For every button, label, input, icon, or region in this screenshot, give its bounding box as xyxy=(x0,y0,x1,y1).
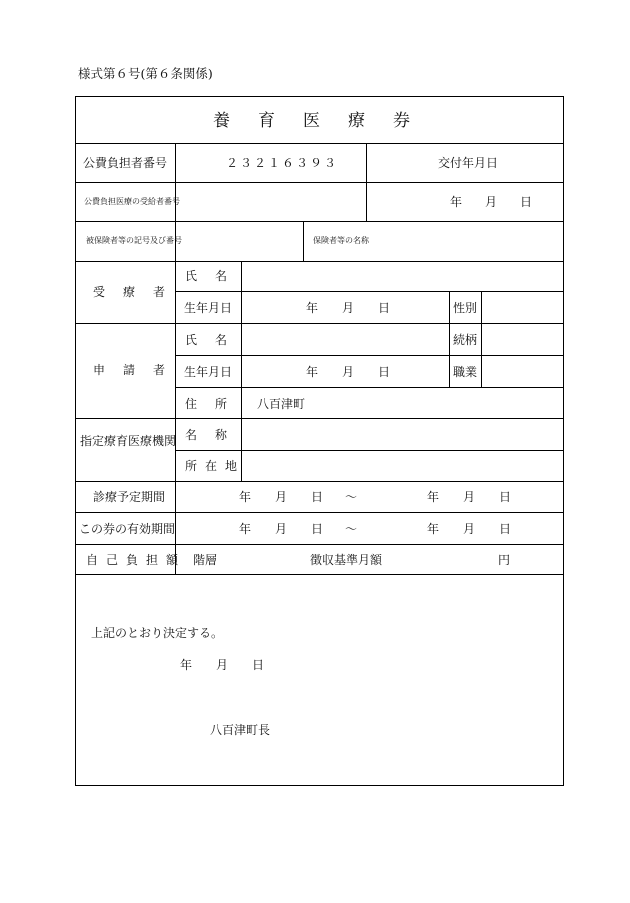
insurer-name-label: 保険者等の名称 xyxy=(313,236,369,245)
validity-tilde: ～ xyxy=(345,522,358,536)
patient-birth-month: 月 xyxy=(342,301,355,315)
patient-birth-day: 日 xyxy=(378,301,391,315)
mayor-signature: 八百津町長 xyxy=(210,723,271,737)
self-pay-label: 自己負担額 xyxy=(86,553,187,567)
applicant-address-label: 住所 xyxy=(185,397,246,411)
treatment-tilde: ～ xyxy=(345,490,358,504)
treatment-period-label: 診療予定期間 xyxy=(93,490,166,504)
patient-birth-label: 生年月日 xyxy=(184,301,233,315)
validity-to-month: 月 xyxy=(463,522,476,536)
issue-date-month: 月 xyxy=(485,195,498,209)
issue-date-year: 年 xyxy=(450,195,463,209)
validity-period-label: この券の有効期間 xyxy=(79,522,176,536)
medical-voucher-form xyxy=(75,96,564,786)
validity-to-day: 日 xyxy=(499,522,512,536)
applicant-address-value: 八百津町 xyxy=(257,397,306,411)
validity-from-day: 日 xyxy=(311,522,324,536)
recipient-number-label: 公費負担医療の受給者番号 xyxy=(84,197,180,206)
form-number-label: 様式第６号(第６条関係) xyxy=(78,66,213,81)
treatment-from-year: 年 xyxy=(239,490,252,504)
public-payer-number-label: 公費負担者番号 xyxy=(83,156,168,170)
applicant-section-label: 申請者 xyxy=(93,363,184,377)
treatment-from-month: 月 xyxy=(275,490,288,504)
form-title: 養育医療券 xyxy=(213,111,438,131)
decision-date-month: 月 xyxy=(216,658,229,672)
patient-birth-year: 年 xyxy=(306,301,319,315)
applicant-relation-label: 続柄 xyxy=(453,333,478,347)
issue-date-label: 交付年月日 xyxy=(438,156,499,170)
issue-date-day: 日 xyxy=(520,195,533,209)
applicant-occupation-label: 職業 xyxy=(453,365,478,379)
validity-from-month: 月 xyxy=(275,522,288,536)
patient-sex-label: 性別 xyxy=(453,301,478,315)
public-payer-number-value: ２３２１６３９３ xyxy=(226,156,339,170)
treatment-to-day: 日 xyxy=(499,490,512,504)
applicant-birth-day: 日 xyxy=(378,365,391,379)
applicant-birth-label: 生年月日 xyxy=(184,365,233,379)
institution-section-label: 指定療育医療機関 xyxy=(80,434,177,448)
self-pay-yen: 円 xyxy=(498,553,511,567)
decision-date-year: 年 xyxy=(180,658,193,672)
self-pay-tier-label: 階層 xyxy=(193,553,218,567)
validity-from-year: 年 xyxy=(239,522,252,536)
institution-name-label: 名称 xyxy=(185,428,246,442)
decision-text: 上記のとおり決定する。 xyxy=(91,626,224,640)
self-pay-base-month-label: 徴収基準月額 xyxy=(310,553,383,567)
decision-date-day: 日 xyxy=(252,658,265,672)
treatment-to-year: 年 xyxy=(427,490,440,504)
insured-symbol-label: 被保険者等の記号及び番号 xyxy=(86,236,182,245)
applicant-birth-year: 年 xyxy=(306,365,319,379)
applicant-name-label: 氏名 xyxy=(185,333,246,347)
treatment-from-day: 日 xyxy=(311,490,324,504)
validity-to-year: 年 xyxy=(427,522,440,536)
patient-section-label: 受療者 xyxy=(93,285,184,299)
institution-location-label: 所在地 xyxy=(185,459,246,473)
applicant-birth-month: 月 xyxy=(342,365,355,379)
treatment-to-month: 月 xyxy=(463,490,476,504)
patient-name-label: 氏名 xyxy=(185,269,246,283)
